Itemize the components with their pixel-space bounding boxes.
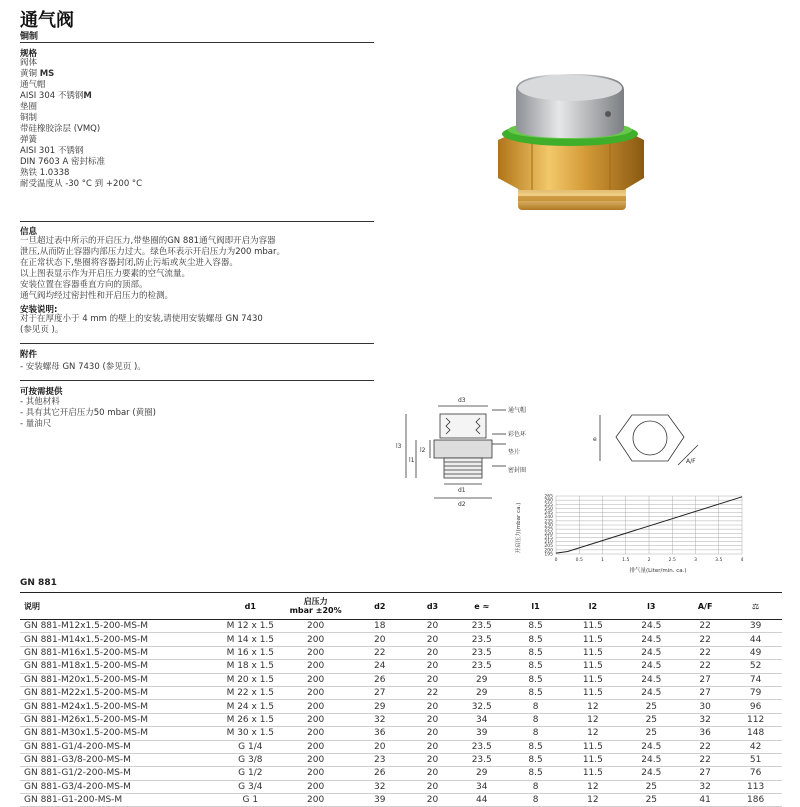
chart-x-tick: 1.5 bbox=[622, 558, 630, 563]
divider bbox=[20, 343, 374, 344]
table-cell: 200 bbox=[280, 794, 351, 807]
table-cell: M 16 x 1.5 bbox=[221, 646, 281, 659]
table-cell: 20 bbox=[408, 780, 456, 793]
table-cell: 8.5 bbox=[507, 673, 564, 686]
info-line: 安装位置在容器垂直方向的顶部。 bbox=[20, 280, 148, 290]
table-row bbox=[20, 700, 782, 713]
table-cell: 22 bbox=[681, 620, 729, 633]
table-cell: 24.5 bbox=[622, 753, 682, 766]
table-cell: 24 bbox=[351, 660, 408, 673]
table-cell: 200 bbox=[280, 700, 351, 713]
table-cell: 11.5 bbox=[564, 633, 621, 646]
table-cell: 8.5 bbox=[507, 686, 564, 699]
table-cell: 20 bbox=[408, 646, 456, 659]
d3-label: d3 bbox=[458, 397, 466, 404]
table-cell: 11.5 bbox=[564, 686, 621, 699]
chart-y-tick: 200 bbox=[544, 548, 553, 554]
table-cell: 11.5 bbox=[564, 753, 621, 766]
table-header: 启压力 mbar ±20% bbox=[280, 593, 351, 620]
table-cell: 200 bbox=[280, 673, 351, 686]
table-cell: 24.5 bbox=[622, 767, 682, 780]
table-cell: 39 bbox=[351, 794, 408, 807]
table-cell: GN 881-M12x1.5-200-MS-M bbox=[20, 620, 221, 633]
table-cell: 24.5 bbox=[622, 673, 682, 686]
spec-line: AISI 301 不锈钢 bbox=[20, 146, 84, 156]
info-line: 泄压,从而防止容器内部压力过大。绿色环表示开启压力为200 mbar。 bbox=[20, 247, 286, 257]
chart-y-tick: 225 bbox=[544, 527, 553, 533]
table-cell: 27 bbox=[681, 686, 729, 699]
table-cell: 11.5 bbox=[564, 673, 621, 686]
l3-label: l3 bbox=[396, 443, 402, 450]
chart-y-tick: 245 bbox=[544, 511, 553, 517]
table-cell: 8.5 bbox=[507, 740, 564, 753]
chart-y-tick: 235 bbox=[544, 519, 553, 525]
table-row bbox=[20, 740, 782, 753]
table-cell: 27 bbox=[681, 673, 729, 686]
table-cell: GN 881-M16x1.5-200-MS-M bbox=[20, 646, 221, 659]
spec-line: AISI 304 不锈钢M bbox=[20, 91, 92, 101]
d2-label: d2 bbox=[458, 501, 466, 508]
table-cell: 20 bbox=[408, 673, 456, 686]
table-cell: GN 881-M22x1.5-200-MS-M bbox=[20, 686, 221, 699]
table-row bbox=[20, 794, 782, 807]
chart-y-tick: 265 bbox=[544, 494, 553, 500]
table-cell: 32 bbox=[681, 713, 729, 726]
chart-y-tick: 240 bbox=[544, 515, 553, 521]
table-cell: 200 bbox=[280, 727, 351, 740]
table-header: ⚖ bbox=[729, 593, 782, 620]
table-cell: 8.5 bbox=[507, 767, 564, 780]
table-cell: 8.5 bbox=[507, 646, 564, 659]
table-cell: 22 bbox=[408, 686, 456, 699]
e-label: e bbox=[593, 436, 597, 443]
table-cell: 20 bbox=[408, 794, 456, 807]
table-cell: 41 bbox=[681, 794, 729, 807]
table-cell: 200 bbox=[280, 660, 351, 673]
table-cell: GN 881-M18x1.5-200-MS-M bbox=[20, 660, 221, 673]
spec-line: 垫圈 bbox=[20, 102, 38, 112]
table-cell: GN 881-M14x1.5-200-MS-M bbox=[20, 633, 221, 646]
table-cell: 29 bbox=[457, 686, 507, 699]
info-line: 在正常状态下,垫圈将容器封闭,防止污垢或灰尘进入容器。 bbox=[20, 258, 238, 268]
table-label: GN 881 bbox=[20, 578, 57, 588]
table-cell: 23.5 bbox=[457, 646, 507, 659]
table-cell: 42 bbox=[729, 740, 782, 753]
chart-x-tick: 2.5 bbox=[668, 558, 676, 563]
table-cell: 23.5 bbox=[457, 620, 507, 633]
table-cell: M 30 x 1.5 bbox=[221, 727, 281, 740]
table-header: 说明 bbox=[20, 593, 221, 620]
chart-y-tick: 230 bbox=[544, 523, 553, 529]
table-cell: 26 bbox=[351, 673, 408, 686]
table-cell: GN 881-G3/8-200-MS-M bbox=[20, 753, 221, 766]
table-cell: GN 881-M30x1.5-200-MS-M bbox=[20, 727, 221, 740]
table-cell: 112 bbox=[729, 713, 782, 726]
table-header: l2 bbox=[564, 593, 621, 620]
table-cell: 23.5 bbox=[457, 740, 507, 753]
table-header: l1 bbox=[507, 593, 564, 620]
table-cell: G 1 bbox=[221, 794, 281, 807]
table-cell: G 3/8 bbox=[221, 753, 281, 766]
table-cell: 23.5 bbox=[457, 660, 507, 673]
table-cell: 74 bbox=[729, 673, 782, 686]
info-line: 以上图表显示作为开启压力要素的空气流量。 bbox=[20, 269, 191, 279]
table-cell: 22 bbox=[681, 660, 729, 673]
table-cell: 49 bbox=[729, 646, 782, 659]
table-cell: 25 bbox=[622, 727, 682, 740]
table-cell: 20 bbox=[408, 727, 456, 740]
table-cell: 200 bbox=[280, 713, 351, 726]
table-cell: 44 bbox=[457, 794, 507, 807]
spec-line: 黄铜 MS bbox=[20, 69, 55, 79]
table-cell: 25 bbox=[622, 794, 682, 807]
chart-x-tick: 3.5 bbox=[715, 558, 723, 563]
table-cell: 200 bbox=[280, 686, 351, 699]
chart-x-tick: 3 bbox=[694, 558, 697, 563]
table-row bbox=[20, 767, 782, 780]
table-cell: 22 bbox=[681, 633, 729, 646]
table-cell: 30 bbox=[681, 700, 729, 713]
table-row bbox=[20, 686, 782, 699]
table-cell: 23.5 bbox=[457, 753, 507, 766]
table-cell: GN 881-M26x1.5-200-MS-M bbox=[20, 713, 221, 726]
table-cell: 8.5 bbox=[507, 633, 564, 646]
on-request-line: - 其他材料 bbox=[20, 397, 60, 407]
table-cell: 39 bbox=[729, 620, 782, 633]
table-cell: 36 bbox=[681, 727, 729, 740]
table-header: d2 bbox=[351, 593, 408, 620]
table-cell: 25 bbox=[622, 780, 682, 793]
chart-y-tick: 260 bbox=[544, 498, 553, 504]
table-cell: 11.5 bbox=[564, 767, 621, 780]
install-heading: 安装说明: bbox=[20, 305, 58, 315]
divider bbox=[20, 221, 374, 222]
table-cell: 25 bbox=[622, 713, 682, 726]
table-cell: 11.5 bbox=[564, 646, 621, 659]
table-header: d3 bbox=[408, 593, 456, 620]
chart-y-tick: 220 bbox=[544, 531, 553, 537]
table-cell: 200 bbox=[280, 633, 351, 646]
spec-line: 弹簧 bbox=[20, 135, 38, 145]
spec-line: 熟铁 1.0338 bbox=[20, 168, 70, 178]
table-cell: 12 bbox=[564, 794, 621, 807]
table-cell: G 1/4 bbox=[221, 740, 281, 753]
table-cell: 113 bbox=[729, 780, 782, 793]
product-photo bbox=[480, 68, 650, 218]
install-line: 对于在厚度小于 4 mm 的壁上的安装,请使用安装螺母 GN 7430 bbox=[20, 314, 263, 324]
table-cell: M 20 x 1.5 bbox=[221, 673, 281, 686]
table-cell: GN 881-G3/4-200-MS-M bbox=[20, 780, 221, 793]
table-cell: 12 bbox=[564, 780, 621, 793]
chart-y-tick: 195 bbox=[544, 552, 553, 558]
table-cell: 32.5 bbox=[457, 700, 507, 713]
accessory-line: - 安装螺母 GN 7430 (参见页 )。 bbox=[20, 362, 146, 372]
table-cell: 52 bbox=[729, 660, 782, 673]
chart-y-tick: 205 bbox=[544, 544, 553, 550]
spec-line: 带硅橡胶涂层 (VMQ) bbox=[20, 124, 101, 134]
spec-line: 铜制 bbox=[20, 113, 38, 123]
table-cell: 24.5 bbox=[622, 620, 682, 633]
table-cell: GN 881-G1/2-200-MS-M bbox=[20, 767, 221, 780]
table-cell: 20 bbox=[408, 740, 456, 753]
table-cell: 32 bbox=[351, 780, 408, 793]
table-cell: 44 bbox=[729, 633, 782, 646]
table-cell: 27 bbox=[351, 686, 408, 699]
table-header: d1 bbox=[221, 593, 281, 620]
table-row bbox=[20, 646, 782, 659]
table-cell: 24.5 bbox=[622, 646, 682, 659]
table-cell: 18 bbox=[351, 620, 408, 633]
table-cell: 12 bbox=[564, 700, 621, 713]
divider bbox=[20, 380, 374, 381]
table-cell: 29 bbox=[457, 673, 507, 686]
table-cell: 34 bbox=[457, 713, 507, 726]
table-cell: M 24 x 1.5 bbox=[221, 700, 281, 713]
table-row bbox=[20, 673, 782, 686]
table-cell: 200 bbox=[280, 780, 351, 793]
table-cell: G 3/4 bbox=[221, 780, 281, 793]
table-cell: M 18 x 1.5 bbox=[221, 660, 281, 673]
table-cell: GN 881-G1/4-200-MS-M bbox=[20, 740, 221, 753]
specs-heading: 规格 bbox=[20, 49, 38, 59]
table-cell: 8.5 bbox=[507, 620, 564, 633]
table-cell: 200 bbox=[280, 740, 351, 753]
table-cell: 12 bbox=[564, 727, 621, 740]
chart-x-tick: 0.5 bbox=[575, 558, 583, 563]
table-cell: 22 bbox=[681, 753, 729, 766]
table-row bbox=[20, 660, 782, 673]
table-cell: G 1/2 bbox=[221, 767, 281, 780]
table-row bbox=[20, 780, 782, 793]
table-cell: 200 bbox=[280, 767, 351, 780]
table-cell: 20 bbox=[408, 713, 456, 726]
table-cell: 22 bbox=[681, 740, 729, 753]
chart-y-tick: 255 bbox=[544, 502, 553, 508]
table-cell: GN 881-M20x1.5-200-MS-M bbox=[20, 673, 221, 686]
table-cell: 20 bbox=[408, 620, 456, 633]
table-cell: M 22 x 1.5 bbox=[221, 686, 281, 699]
table-cell: 200 bbox=[280, 646, 351, 659]
table-cell: GN 881-G1-200-MS-M bbox=[20, 794, 221, 807]
table-cell: 34 bbox=[457, 780, 507, 793]
table-cell: 24.5 bbox=[622, 740, 682, 753]
table-cell: 20 bbox=[351, 633, 408, 646]
spec-line: 耐受温度从 -30 °C 到 +200 °C bbox=[20, 179, 143, 189]
table-cell: 29 bbox=[351, 700, 408, 713]
table-cell: 20 bbox=[351, 740, 408, 753]
info-line: 一旦超过表中所示的开启压力,带垫圈的GN 881通气阀即开启为容器 bbox=[20, 236, 276, 246]
accessories-heading: 附件 bbox=[20, 350, 38, 360]
table-cell: 76 bbox=[729, 767, 782, 780]
on-request-heading: 可按需提供 bbox=[20, 387, 63, 397]
table-cell: 25 bbox=[622, 700, 682, 713]
table-cell: 29 bbox=[457, 767, 507, 780]
af-label: A/F bbox=[686, 458, 696, 465]
table-cell: 23.5 bbox=[457, 633, 507, 646]
chart-x-tick: 4 bbox=[740, 558, 744, 563]
table-cell: M 12 x 1.5 bbox=[221, 620, 281, 633]
chart-ylabel: 开启压力(mbar ca.) bbox=[516, 502, 522, 554]
l1-label: l1 bbox=[409, 457, 415, 464]
table-cell: 24.5 bbox=[622, 686, 682, 699]
divider bbox=[20, 42, 374, 43]
table-cell: 20 bbox=[408, 633, 456, 646]
table-cell: 12 bbox=[564, 713, 621, 726]
table-header: e ≈ bbox=[457, 593, 507, 620]
table-header: A/F bbox=[681, 593, 729, 620]
table-cell: M 26 x 1.5 bbox=[221, 713, 281, 726]
table-cell: 24.5 bbox=[622, 633, 682, 646]
info-heading: 信息 bbox=[20, 227, 38, 237]
table-cell: 51 bbox=[729, 753, 782, 766]
table-cell: 24.5 bbox=[622, 660, 682, 673]
table-cell: 22 bbox=[681, 646, 729, 659]
table-cell: 186 bbox=[729, 794, 782, 807]
table-cell: 8 bbox=[507, 700, 564, 713]
install-line: (参见页 )。 bbox=[20, 325, 64, 335]
table-header: l3 bbox=[622, 593, 682, 620]
table-cell: 200 bbox=[280, 753, 351, 766]
chart-xlabel: 排气量(Liter/min. ca.) bbox=[629, 568, 687, 574]
washer-label: 垫片 bbox=[508, 449, 521, 456]
table-cell: 32 bbox=[351, 713, 408, 726]
table-cell: 23 bbox=[351, 753, 408, 766]
table-cell: GN 881-M24x1.5-200-MS-M bbox=[20, 700, 221, 713]
chart-y-tick: 210 bbox=[544, 540, 553, 546]
table-cell: 8 bbox=[507, 794, 564, 807]
color-ring-label: 彩色环 bbox=[508, 431, 527, 438]
vent-cap-label: 通气帽 bbox=[508, 407, 527, 414]
table-cell: 11.5 bbox=[564, 620, 621, 633]
seal-ring-label: 密封圈 bbox=[508, 467, 527, 474]
table-cell: 22 bbox=[351, 646, 408, 659]
l2-label: l2 bbox=[420, 447, 426, 454]
table-row bbox=[20, 633, 782, 646]
info-line: 通气阀均经过密封性和开启压力的检测。 bbox=[20, 291, 174, 301]
table-cell: 8.5 bbox=[507, 753, 564, 766]
on-request-line: - 具有其它开启压力50 mbar (黄圈) bbox=[20, 408, 157, 418]
table-cell: 8.5 bbox=[507, 660, 564, 673]
page-title: 通气阀 bbox=[20, 10, 74, 31]
table-cell: 200 bbox=[280, 620, 351, 633]
table-cell: 8 bbox=[507, 713, 564, 726]
table-cell: 20 bbox=[408, 767, 456, 780]
table-cell: 20 bbox=[408, 753, 456, 766]
table-cell: M 14 x 1.5 bbox=[221, 633, 281, 646]
table-row bbox=[20, 713, 782, 726]
table-row bbox=[20, 727, 782, 740]
spec-line: 通气帽 bbox=[20, 80, 46, 90]
table-cell: 148 bbox=[729, 727, 782, 740]
table-cell: 26 bbox=[351, 767, 408, 780]
table-cell: 39 bbox=[457, 727, 507, 740]
chart-x-tick: 2 bbox=[647, 558, 651, 563]
chart-x-tick: 1 bbox=[601, 558, 604, 563]
table-cell: 11.5 bbox=[564, 660, 621, 673]
flow-chart bbox=[510, 490, 770, 575]
table-cell: 11.5 bbox=[564, 740, 621, 753]
table-cell: 27 bbox=[681, 767, 729, 780]
spec-line: DIN 7603 A 密封标准 bbox=[20, 157, 105, 167]
table-cell: 8 bbox=[507, 780, 564, 793]
table-cell: 96 bbox=[729, 700, 782, 713]
d1-label: d1 bbox=[458, 487, 466, 494]
on-request-line: - 量油尺 bbox=[20, 419, 52, 429]
table-cell: 36 bbox=[351, 727, 408, 740]
chart-y-tick: 250 bbox=[544, 506, 553, 512]
table-row bbox=[20, 753, 782, 766]
page-subtitle: 铜制 bbox=[20, 32, 39, 42]
table-cell: 79 bbox=[729, 686, 782, 699]
chart-x-tick: 0 bbox=[554, 558, 558, 563]
table-cell: 8 bbox=[507, 727, 564, 740]
chart-y-tick: 215 bbox=[544, 535, 553, 541]
top-view-drawing bbox=[590, 405, 710, 485]
table-cell: 20 bbox=[408, 660, 456, 673]
table-row bbox=[20, 620, 782, 633]
table-cell: 20 bbox=[408, 700, 456, 713]
table-cell: 32 bbox=[681, 780, 729, 793]
spec-table bbox=[20, 592, 782, 807]
spec-line: 阀体 bbox=[20, 58, 38, 68]
